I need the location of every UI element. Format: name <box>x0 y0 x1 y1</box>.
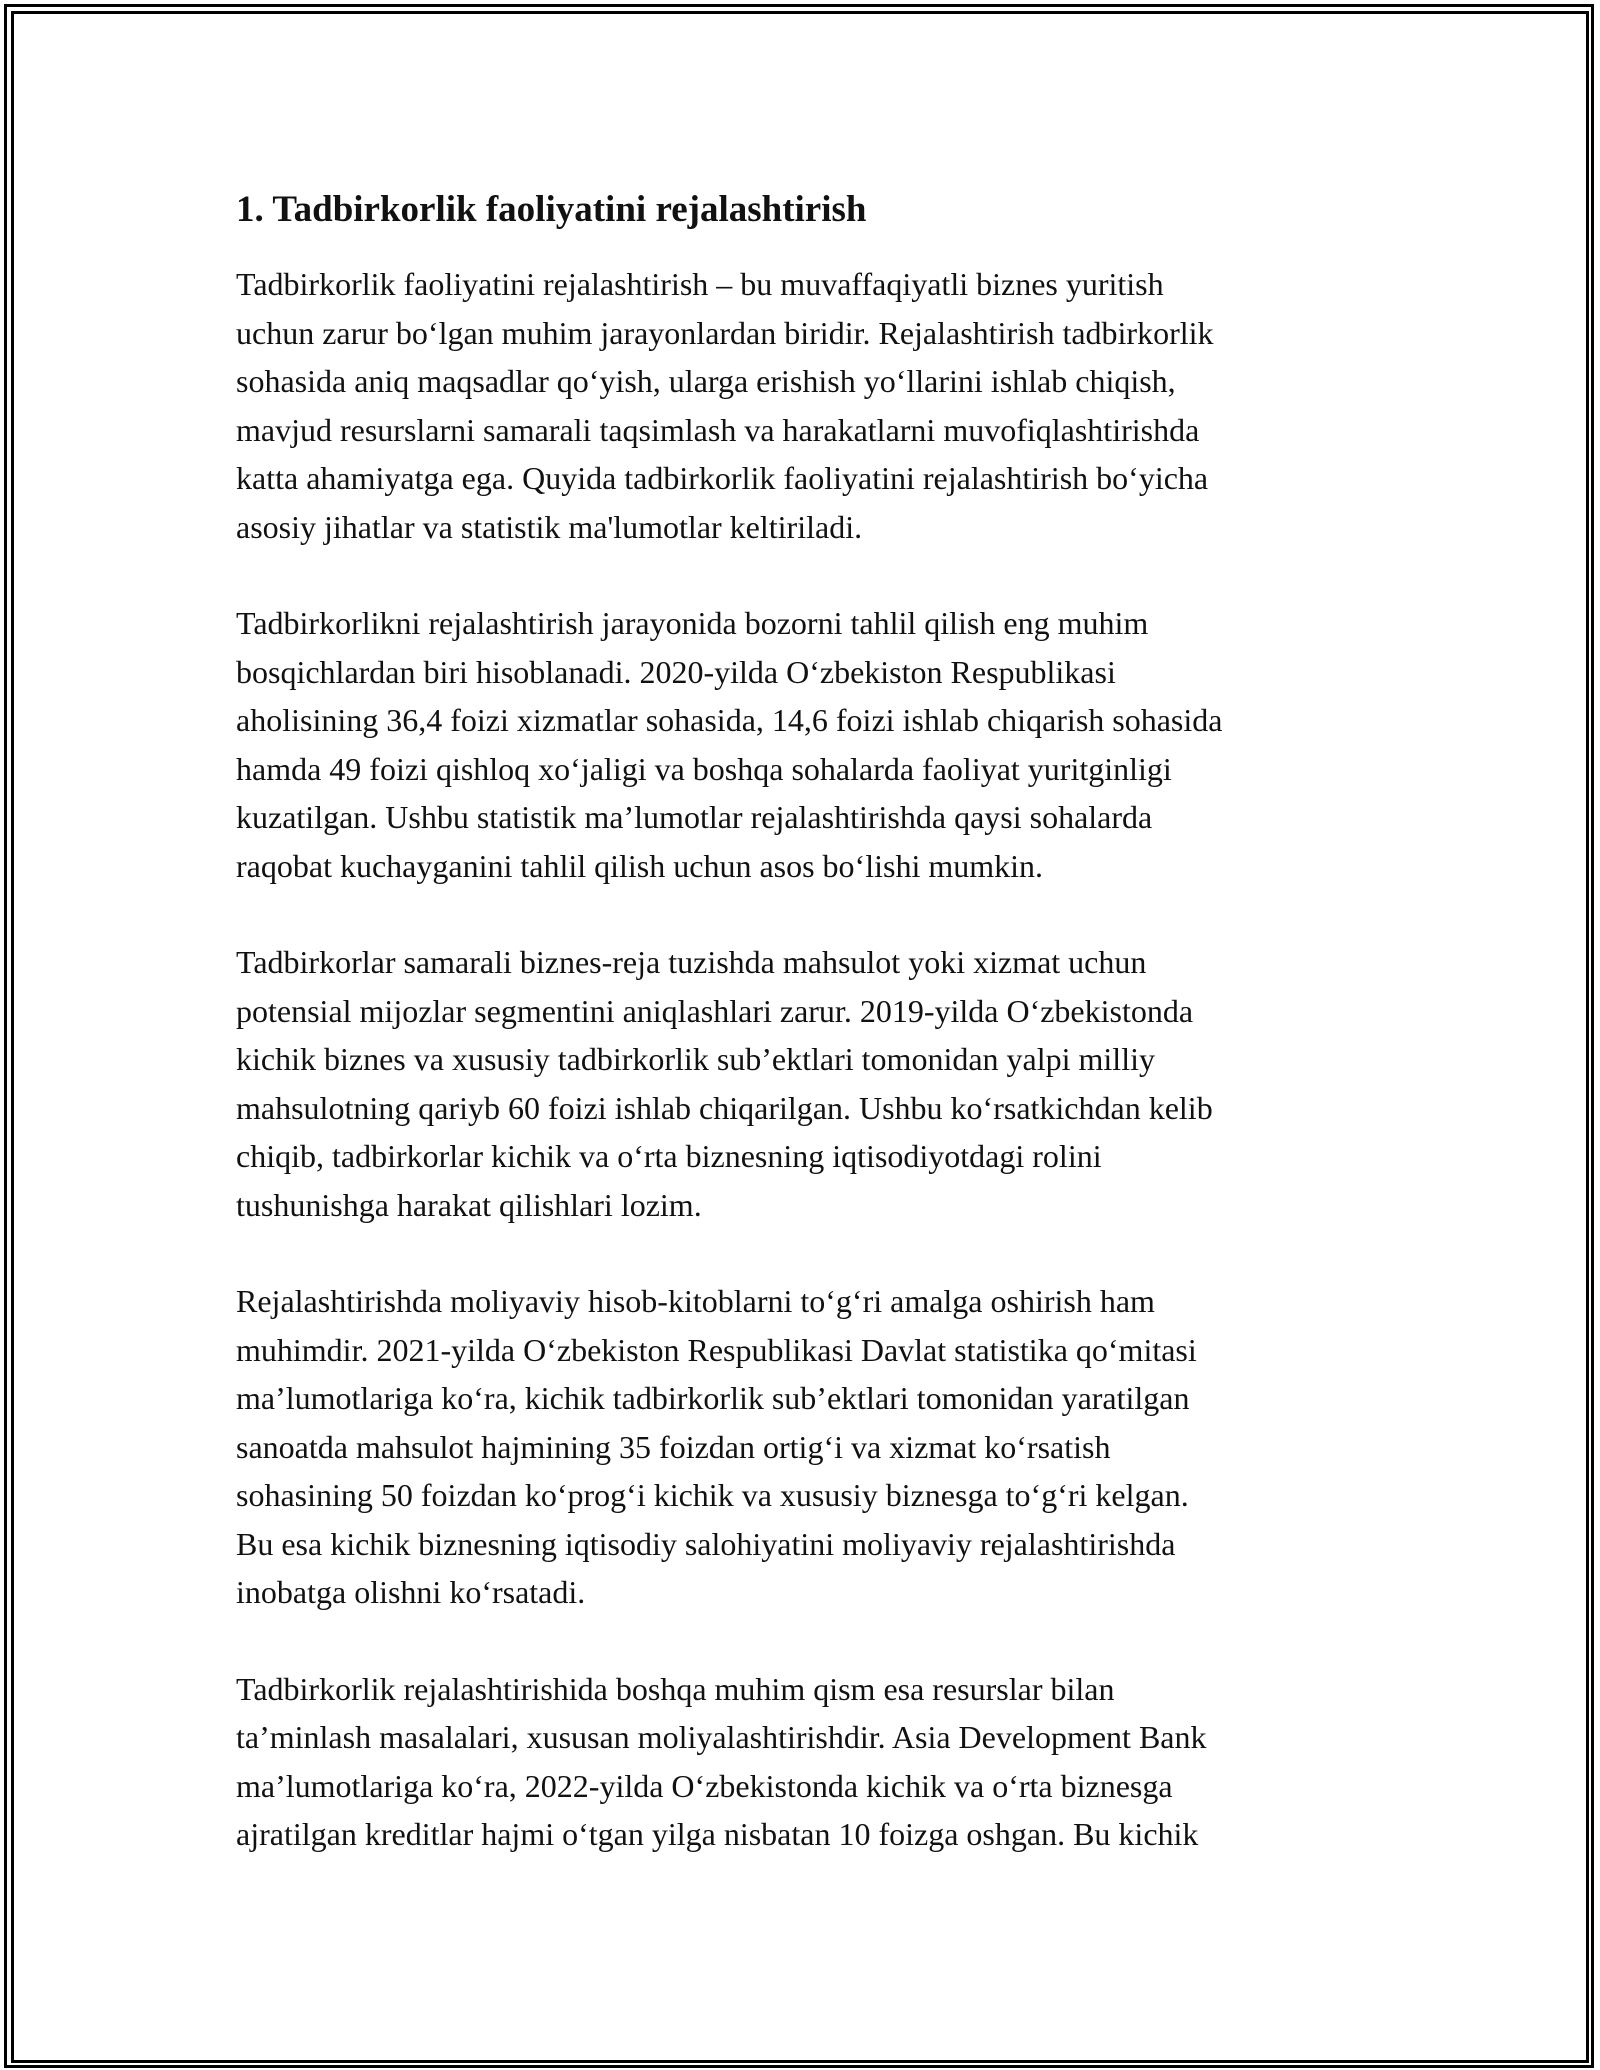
text-line: aholisining 36,4 foizi xizmatlar sohasida, 14,6 foizi ishlab chiqarish sohasida <box>236 702 1223 738</box>
text-line: sohasining 50 foizdan koʻprogʻi kichik va xususiy biznesga toʻgʻri kelgan. <box>236 1477 1189 1513</box>
text-line: tushunishga harakat qilishlari lozim. <box>236 1186 702 1223</box>
paragraph-3 <box>236 938 1416 1229</box>
text-line: potensial mijozlar segmentini aniqlashlari zarur. 2019-yilda Oʻzbekistonda <box>236 992 1194 1029</box>
section-heading: 1. Tadbirkorlik faoliyatini rejalashtirish <box>236 189 867 230</box>
text-line: Tadbirkorlikni rejalashtirish jarayonida bozorni tahlil qilish eng muhim <box>236 605 1149 641</box>
document-body <box>236 186 1416 1859</box>
text-line: Tadbirkorlik faoliyatini rejalashtirish – bu muvaffaqiyatli biznes yuritish <box>236 266 1164 302</box>
text-line: asosiy jihatlar va statistik ma'lumotlar keltiriladi. <box>236 508 863 545</box>
paragraph-1 <box>236 260 1416 551</box>
text-line: uchun zarur boʻlgan muhim jarayonlardan biridir. Rejalashtirish tadbirkorlik <box>236 314 1214 351</box>
text-line: sohasida aniq maqsadlar qoʻyish, ularga erishish yoʻllarini ishlab chiqish, <box>236 363 1176 399</box>
text-line: hamda 49 foizi qishloq xoʻjaligi va boshqa sohalarda faoliyat yuritginligi <box>236 750 1172 787</box>
paragraph-5 <box>236 1665 1416 1859</box>
text-line: Tadbirkorlik rejalashtirishida boshqa muhim qism esa resurslar bilan <box>236 1670 1115 1707</box>
text-line: inobatga olishni koʻrsatadi. <box>236 1574 586 1610</box>
text-line: muhimdir. 2021-yilda Oʻzbekiston Respublikasi Davlat statistika qoʻmitasi <box>236 1331 1197 1368</box>
text-line: raqobat kuchayganini tahlil qilish uchun asos boʻlishi mumkin. <box>236 847 1043 884</box>
text-line: katta ahamiyatga ega. Quyida tadbirkorlik faoliyatini rejalashtirish boʻyicha <box>236 460 1209 496</box>
text-line: Rejalashtirishda moliyaviy hisob-kitoblarni toʻgʻri amalga oshirish ham <box>236 1283 1155 1319</box>
text-line: mavjud resurslarni samarali taqsimlash va harakatlarni muvofiqlashtirishda <box>236 411 1200 448</box>
text-line: ajratilgan kreditlar hajmi oʻtgan yilga nisbatan 10 foizga oshgan. Bu kichik <box>236 1816 1199 1852</box>
text-line: kichik biznes va xususiy tadbirkorlik sub’ektlari tomonidan yalpi milliy <box>236 1041 1155 1077</box>
text-line: ma’lumotlariga koʻra, 2022-yilda Oʻzbekistonda kichik va oʻrta biznesga <box>236 1767 1173 1804</box>
text-line: kuzatilgan. Ushbu statistik ma’lumotlar rejalashtirishda qaysi sohalarda <box>236 799 1153 835</box>
text-line: ta’minlash masalalari, xususan moliyalashtirishdir. Asia Development Bank <box>236 1719 1207 1755</box>
paragraph-2 <box>236 599 1416 890</box>
text-line: Bu esa kichik biznesning iqtisodiy salohiyatini moliyaviy rejalashtirishda <box>236 1525 1176 1562</box>
text-line: bosqichlardan biri hisoblanadi. 2020-yilda Oʻzbekiston Respublikasi <box>236 653 1116 690</box>
text-line: chiqib, tadbirkorlar kichik va oʻrta biznesning iqtisodiyotdagi rolini <box>236 1138 1102 1174</box>
paragraph-4 <box>236 1277 1416 1617</box>
text-line: mahsulotning qariyb 60 foizi ishlab chiqarilgan. Ushbu koʻrsatkichdan kelib <box>236 1089 1213 1126</box>
text-line: Tadbirkorlar samarali biznes-reja tuzishda mahsulot yoki xizmat uchun <box>236 944 1147 980</box>
text-line: ma’lumotlariga koʻra, kichik tadbirkorlik sub’ektlari tomonidan yaratilgan <box>236 1380 1190 1416</box>
text-line: sanoatda mahsulot hajmining 35 foizdan ortigʻi va xizmat koʻrsatish <box>236 1428 1111 1465</box>
